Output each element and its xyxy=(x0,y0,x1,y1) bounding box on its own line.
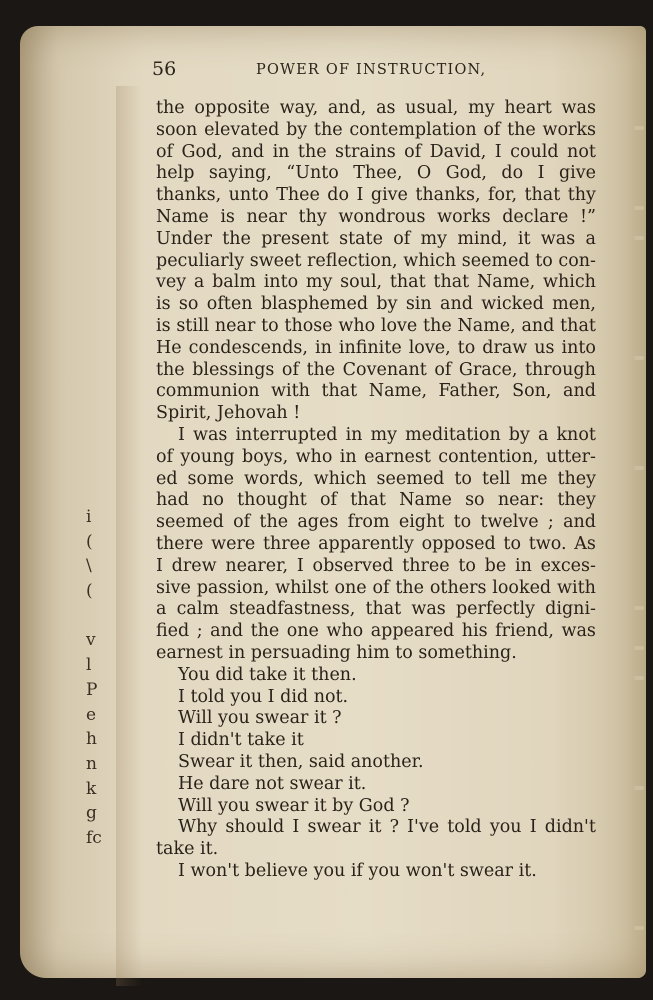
text-line: thanks, unto Thee do I give thanks, for, that thy xyxy=(156,185,596,206)
text-line: is still near to those who love the Name, and that xyxy=(156,315,596,336)
margin-fragment: e xyxy=(86,704,97,725)
text-line: Why should I swear it ? I've told you I didn't xyxy=(178,817,596,838)
text-line: had no thought of that Name so near: they xyxy=(156,490,596,511)
text-line: Under the present state of my mind, it was a xyxy=(156,228,596,249)
text-line: fied ; and the one who appeared his friend, was xyxy=(156,621,596,642)
margin-fragment: \ xyxy=(86,556,92,577)
text-line: the opposite way, and, as usual, my heart was xyxy=(156,98,596,118)
text-line: Name is near thy wondrous works declare !” xyxy=(156,206,596,227)
margin-fragment: k xyxy=(86,778,97,799)
text-line: earnest in persuading him to something. xyxy=(156,642,517,663)
text-line: take it. xyxy=(156,839,219,860)
margin-fragment: n xyxy=(86,753,97,774)
margin-fragment xyxy=(86,604,126,629)
text-line: sive passion, whilst one of the others looked with xyxy=(156,577,596,598)
text-line: I told you I did not. xyxy=(178,686,349,707)
margin-fragment: P xyxy=(86,679,98,700)
text-line: a calm steadfastness, that was perfectly digni- xyxy=(156,599,596,620)
margin-fragment: v xyxy=(86,630,96,651)
text-line: I didn't take it xyxy=(178,730,304,751)
running-head: POWER OF INSTRUCTION, xyxy=(256,62,487,78)
text-line: Swear it then, said another. xyxy=(178,751,424,772)
text-line: Will you swear it by God ? xyxy=(178,795,410,816)
margin-fragment: g xyxy=(86,803,97,824)
body-text xyxy=(156,98,596,883)
margin-fragment: l xyxy=(86,655,92,676)
text-line: He condescends, in infinite love, to draw us into xyxy=(156,337,596,358)
margin-fragment: i xyxy=(86,507,92,527)
margin-fragment: ( xyxy=(86,531,93,552)
page-edge-tabs xyxy=(632,86,646,986)
margin-fragment: h xyxy=(86,729,97,750)
text-line: seemed of the ages from eight to twelve ; and xyxy=(156,512,596,533)
text-line: ed some words, which seemed to tell me they xyxy=(156,468,596,489)
text-line: communion with that Name, Father, Son, and xyxy=(156,381,596,402)
text-line: peculiarly sweet reflection, which seemed to con- xyxy=(156,250,596,271)
text-line: of God, and in the strains of David, I could not xyxy=(156,141,596,162)
text-line: is so often blasphemed by sin and wicked men, xyxy=(156,294,596,315)
text-line: soon elevated by the contemplation of the works xyxy=(156,119,596,140)
page-number: 56 xyxy=(152,58,177,80)
text-line: I drew nearer, I observed three to be in exces- xyxy=(156,555,596,576)
text-line: help saying, “Unto Thee, O God, do I give xyxy=(156,163,596,184)
margin-fragment: fc xyxy=(86,827,102,848)
text-line: Will you swear it ? xyxy=(178,708,342,729)
previous-page-bleed xyxy=(86,505,126,851)
text-line: I was interrupted in my meditation by a knot xyxy=(178,424,596,445)
text-line: of young boys, who in earnest contention, utter- xyxy=(156,446,596,467)
text-line: there were three apparently opposed to two. As xyxy=(156,533,596,554)
text-line: Spirit, Jehovah ! xyxy=(156,403,301,424)
text-line: I won't believe you if you won't swear it. xyxy=(178,860,537,881)
text-line: You did take it then. xyxy=(178,664,357,685)
margin-fragment: ( xyxy=(86,581,93,602)
text-line: He dare not swear it. xyxy=(178,773,367,794)
text-line: vey a balm into my soul, that that Name, which xyxy=(156,272,596,293)
text-line: the blessings of the Covenant of Grace, through xyxy=(156,359,596,380)
